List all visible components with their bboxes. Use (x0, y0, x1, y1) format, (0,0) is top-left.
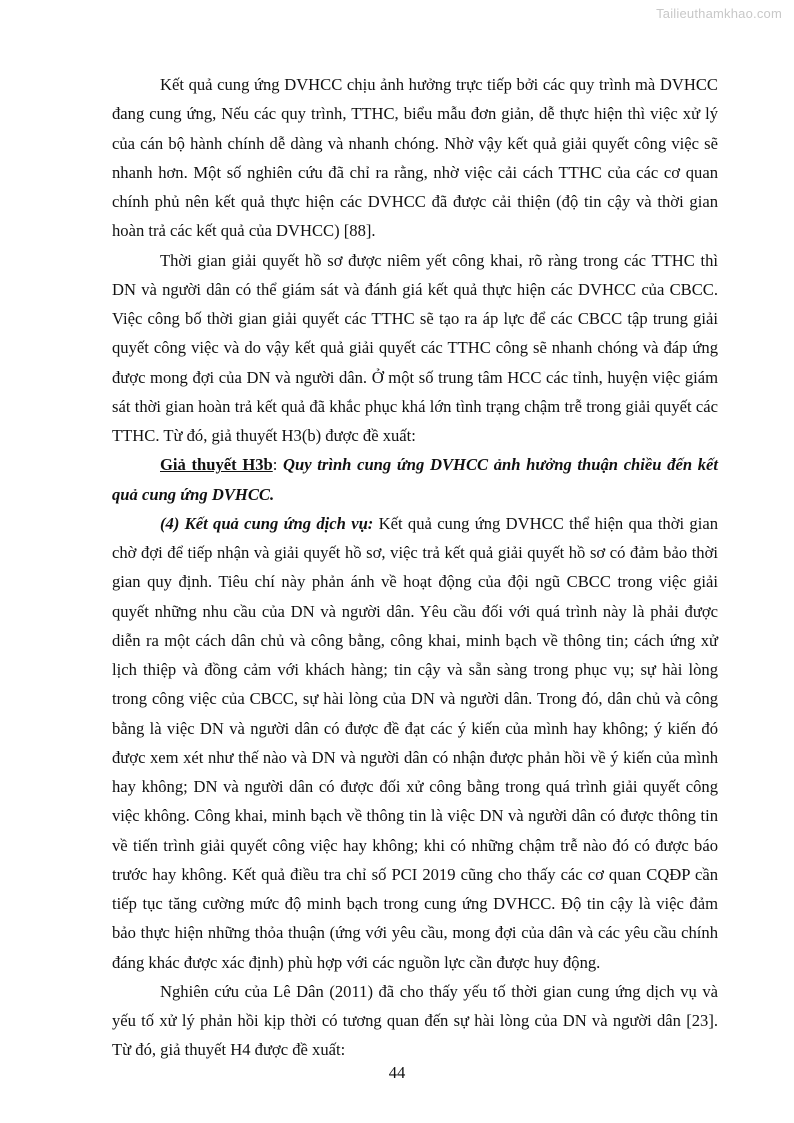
paragraph-5: Nghiên cứu của Lê Dân (2011) đã cho thấy yếu tố thời gian cung ứng dịch vụ và yếu tố xử lý phản hồi kịp thời có tương quan đến sự hài lòng của DN và người dân [23]. Từ đó, giả thuyết H4 được đề xuất: (112, 981, 718, 1060)
paragraph-2: Thời gian giải quyết hồ sơ được niêm yết công khai, rõ ràng trong các TTHC thì DN và người dân có thể giám sát và đánh giá kết quả thực hiện các DVHCC của CBCC. Việc công bố thời gian giải quyết các TTHC sẽ tạo ra áp lực để các CBCC tập trung giải quyết công việc và do vậy kết quả giải quyết các TTHC công sẽ nhanh chóng và đáp ứng được mong đợi của DN và người dân. Ở một số trung tâm HCC các tỉnh, huyện việc giám sát thời gian hoàn trả kết quả đã khắc phục khá lớn tình trạng chậm trễ trong giải quyết các TTHC. Từ đó, giả thuyết H3(b) được đề xuất: (112, 250, 718, 445)
hypothesis-text: Quy trình cung ứng DVHCC ảnh hưởng thuận chiều đến kết quả cung ứng DVHCC. (112, 455, 718, 504)
paragraph-4-text: Kết quả cung ứng DVHCC thể hiện qua thời gian chờ đợi để tiếp nhận và giải quyết hồ sơ, việc trả kết quả giải quyết hồ sơ có đảm bảo thời gian quy định. Tiêu chí này phản ánh về hoạt động của đội ngũ CBCC trong việc giải quyết những nhu cầu của DN và người dân. Yêu cầu đối với quá trình này là phải được diễn ra một cách dân chủ và công bằng, công khai, minh bạch về thông tin; cách ứng xử lịch thiệp và đồng cảm với khách hàng; tin cậy và sẵn sàng trong phục vụ; sự hài lòng trong công việc của CBCC, sự hài lòng của DN và người dân. Trong đó, dân chủ và công bằng là việc DN và người dân có được đề đạt các ý kiến của mình hay không; ý kiến đó được xem xét như thế nào và DN và người dân có nhận được phản hồi về ý kiến của mình hay không; DN và người dân có được đối xử công bằng trong quá trình giải quyết công việc không. Công khai, minh bạch về thông tin là việc DN và người dân có được thông tin về tiến trình giải quyết công việc hay không; khi có những chậm trễ nào đó có được báo trước hay không. Kết quả điều tra chỉ số PCI 2019 cũng cho thấy các cơ quan CQĐP cần tiếp tục tăng cường mức độ minh bạch trong cung ứng DVHCC. Độ tin cậy là việc đảm bảo thực hiện những thỏa thuận (ứng với yêu cầu, mong đợi của dân và các yêu cầu chính đáng khác được xác định) phù hợp với các nguồn lực cần được huy động. (112, 513, 719, 972)
page-number: 44 (388, 1063, 406, 1082)
section-heading: (4) Kết quả cung ứng dịch vụ: (160, 513, 374, 533)
hypothesis-separator: : (272, 455, 284, 475)
page-body (112, 70, 718, 1065)
paragraph-4 (112, 509, 718, 977)
watermark: Tailieuthamkhao.com (656, 6, 782, 21)
hypothesis-h3b (112, 450, 718, 509)
paragraph-1: Kết quả cung ứng DVHCC chịu ảnh hưởng trực tiếp bởi các quy trình mà DVHCC đang cung ứng, Nếu các quy trình, TTHC, biểu mẫu đơn giản, dễ thực hiện thì việc xử lý của cán bộ hành chính dễ dàng và nhanh chóng. Nhờ vậy kết quả giải quyết công việc sẽ nhanh hơn. Một số nghiên cứu đã chỉ ra rằng, nhờ việc cải cách TTHC của các cơ quan chính phủ nên kết quả thực hiện các DVHCC đã được cải thiện (độ tin cậy và thời gian hoàn trả các kết quả của DVHCC) [88]. (112, 75, 718, 241)
hypothesis-label: Giả thuyết H3b (160, 455, 273, 475)
